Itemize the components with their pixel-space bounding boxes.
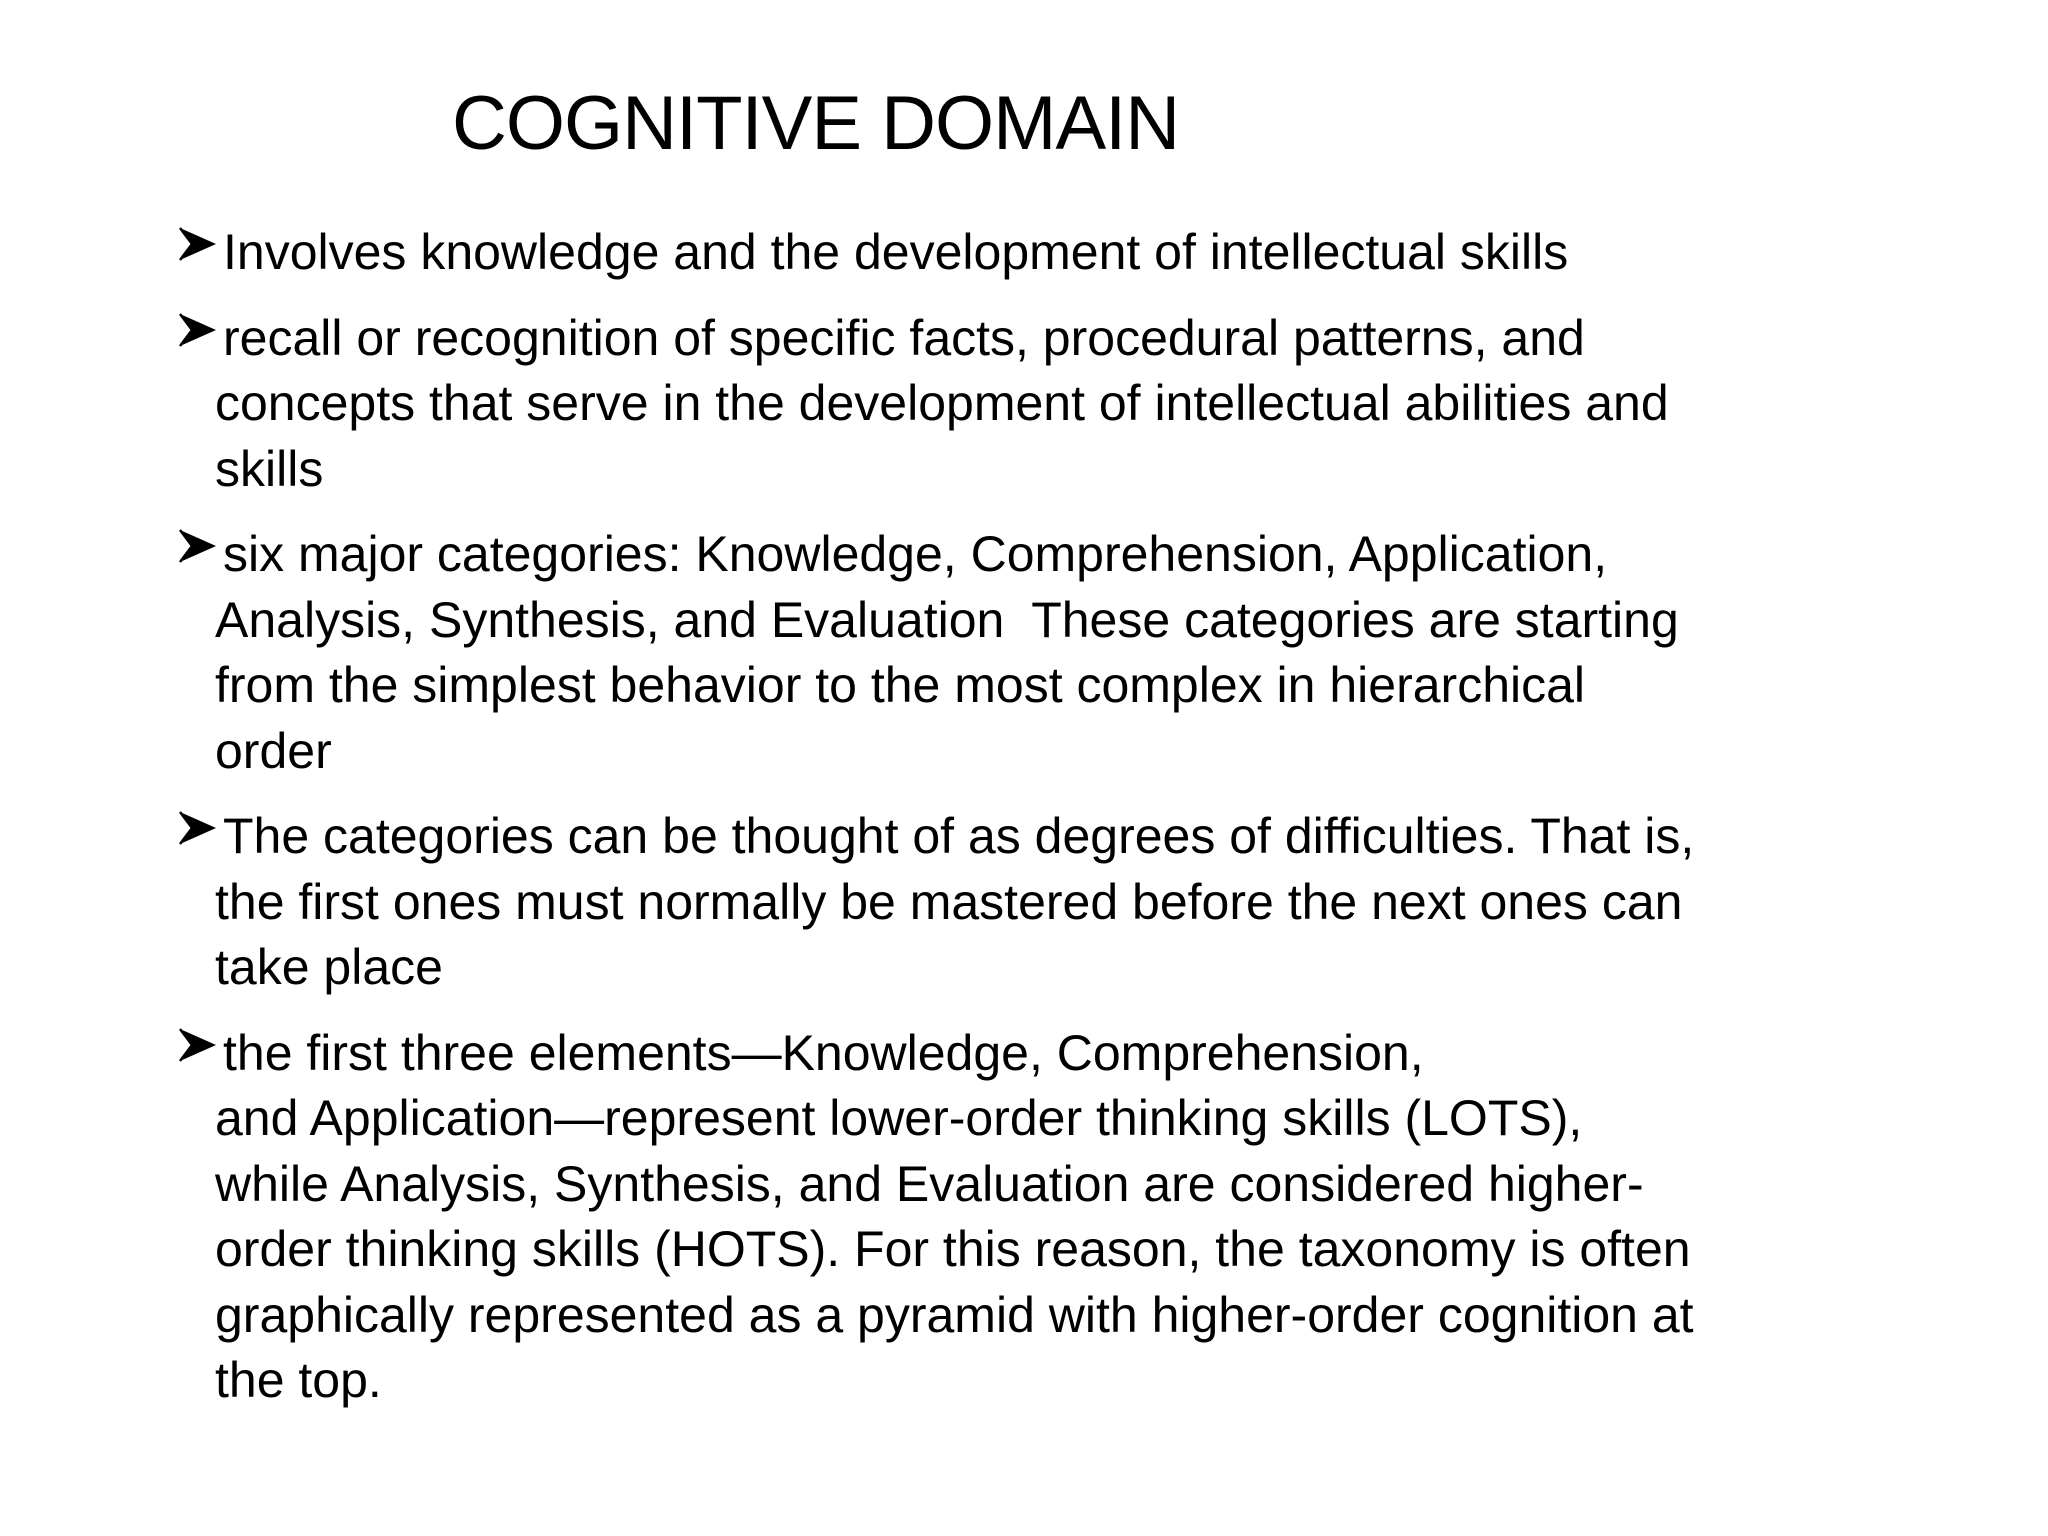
slide-title: COGNITIVE DOMAIN [452,81,1180,166]
bullet-line: the top. [215,1352,382,1408]
bullet-line: while Analysis, Synthesis, and Evaluation are considered higher- [215,1155,1644,1212]
arrowhead-bullet-icon [178,1025,220,1065]
bullet-line: order [215,722,332,779]
bullet-item [178,804,1878,1001]
bullet-item [178,220,1878,286]
bullet-line: recall or recognition of specific facts, procedural patterns, and [223,309,1585,366]
bullet-text [215,1021,1878,1414]
bullet-line: The categories can be thought of as degrees of difficulties. That is, [223,808,1695,864]
bullet-line: the first three elements—Knowledge, Comprehension, [223,1024,1424,1081]
bullet-text [215,220,1878,286]
bullet-text [215,306,1878,503]
bullet-line: Analysis, Synthesis, and Evaluation These categories are starting [215,591,1679,648]
bullet-line: take place [215,939,443,995]
bullet-line: skills [215,440,324,497]
bullet-line: the first ones must normally be mastered before the next ones can [215,873,1683,930]
bullet-list [178,220,1878,1434]
bullet-item [178,1021,1878,1414]
bullet-text [215,522,1878,784]
bullet-line: concepts that serve in the development of intellectual abilities and [215,375,1669,431]
bullet-item [178,522,1878,784]
bullet-line: and Application—represent lower-order thinking skills (LOTS), [215,1090,1583,1146]
arrowhead-bullet-icon [178,224,220,264]
arrowhead-bullet-icon [178,808,220,848]
bullet-line: graphically represented as a pyramid with higher-order cognition at [215,1286,1694,1343]
arrowhead-bullet-icon [178,526,220,566]
arrowhead-bullet-icon [178,310,220,350]
bullet-line: from the simplest behavior to the most complex in hierarchical [215,657,1586,713]
bullet-line: order thinking skills (HOTS). For this reason, the taxonomy is often [215,1221,1691,1277]
bullet-item [178,306,1878,503]
bullet-line: Involves knowledge and the development of intellectual skills [223,224,1569,280]
bullet-line: six major categories: Knowledge, Comprehension, Application, [223,526,1608,582]
bullet-text [215,804,1878,1001]
